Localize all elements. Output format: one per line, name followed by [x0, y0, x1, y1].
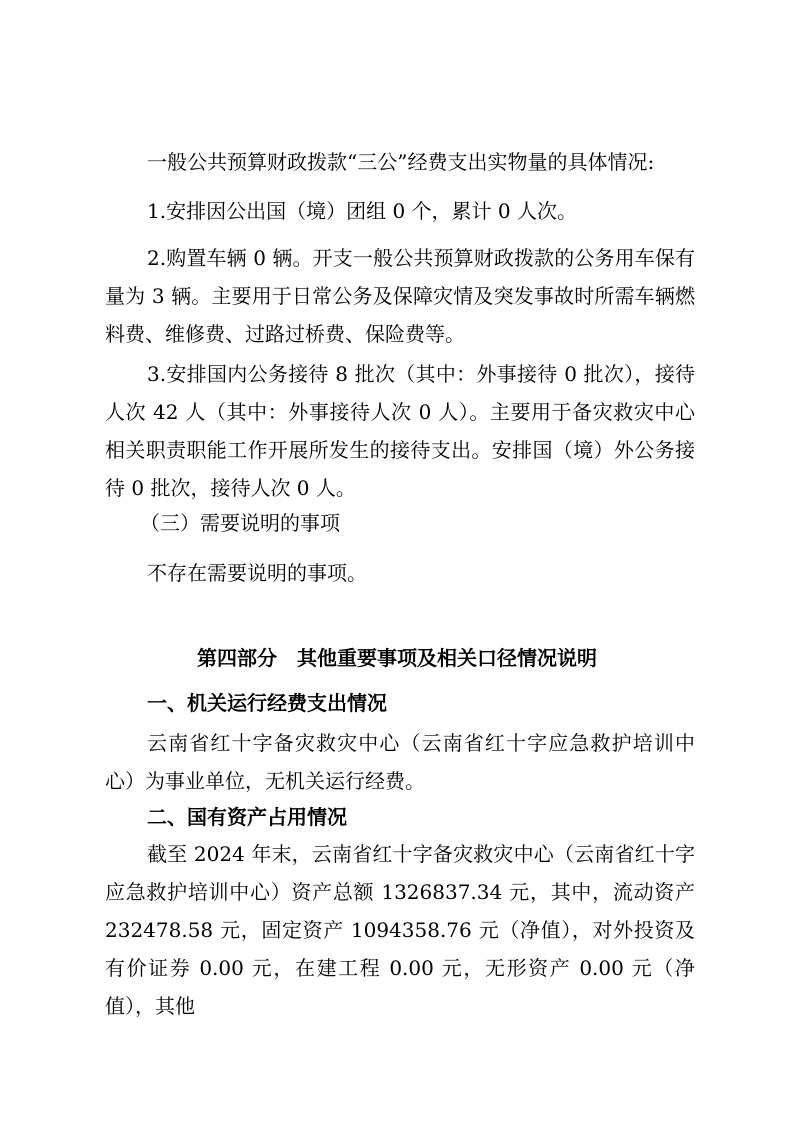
subsection-3-heading: （三）需要说明的事项	[140, 511, 340, 535]
section-2-body: 截至 2024 年末，云南省红十字备灾救灾中心（云南省红十字应急救护培训中心）资产总额 1326837.34 元，其中，流动资产 232478.58 元，固定资产 1094358.76 元（净值），对外投资及有价证券 0.00 元，在建工程 0.00 元，无形资产 0.00 元（净值），其他	[105, 842, 695, 1018]
section-1-heading: 一、机关运行经费支出情况	[147, 691, 387, 715]
item-3-paragraph: 3.安排国内公务接待 8 批次（其中：外事接待 0 批次），接待人次 42 人（其中：外事接待人次 0 人）。主要用于备灾救灾中心相关职责职能工作开展所发生的接待支出。安排国（境）外公务接待 0 批次，接待人次 0 人。	[105, 362, 695, 500]
item-2-paragraph: 2.购置车辆 0 辆。开支一般公共预算财政拨款的公务用车保有量为 3 辆。主要用于日常公务及保障灾情及突发事故时所需车辆燃料费、维修费、过路过桥费、保险费等。	[105, 246, 695, 346]
section-intro-paragraph: 一般公共预算财政拨款“三公”经费支出实物量的具体情况:	[147, 150, 655, 174]
section-2-heading: 二、国有资产占用情况	[147, 805, 347, 829]
section-1-body: 云南省红十字备灾救灾中心（云南省红十字应急救护培训中心）为事业单位，无机关运行经费。	[105, 731, 695, 793]
subsection-3-body: 不存在需要说明的事项。	[147, 561, 367, 585]
item-1-paragraph: 1.安排因公出国（境）团组 0 个，累计 0 人次。	[147, 199, 577, 223]
part-4-heading: 第四部分 其他重要事项及相关口径情况说明	[197, 646, 597, 670]
